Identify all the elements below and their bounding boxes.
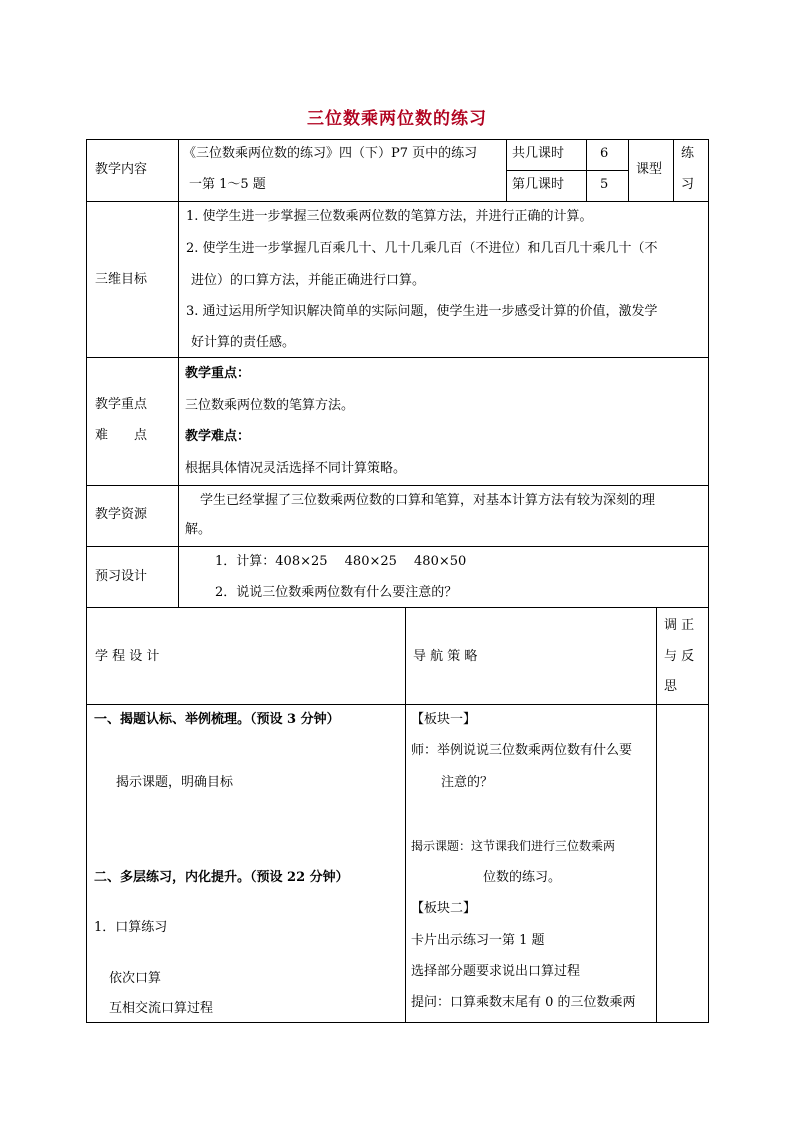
page-title: 三位数乘两位数的练习 [307,109,487,129]
goal-item-3-line1: 3. 通过运用所学知识解决简单的实际问题，使学生进一步感受计算的价值，激发学 [186,304,658,319]
block-2-heading: 【板块二】 [411,901,477,916]
teacher-question-line1: 师：举例说说三位数乘两位数有什么要 [411,743,633,758]
preview-line1: 1．计算：408×25 480×25 480×50 [215,554,467,569]
section-2-sub-2: 互相交流口算过程 [109,1001,214,1016]
resources-line2: 解。 [185,522,212,537]
difficulty-text: 根据具体情况灵活选择不同计算策略。 [185,461,407,476]
row-label-preview: 预习设计 [95,569,148,584]
current-lesson-label: 第几课时 [512,177,565,192]
row-label-difficulty: 难 点 [95,428,148,443]
goal-item-2-line1: 2. 使学生进一步掌握几百乘几十、几十几乘几百（不进位）和几百几十乘几十（不 [186,241,658,256]
process-header-right-3: 思 [664,679,678,694]
row-label-goals: 三维目标 [95,272,148,287]
reveal-topic-line2: 位数的练习。 [483,870,562,885]
process-header-right-2: 与 反 [664,649,695,664]
section-1-heading: 一、揭题认标、举例梳理。（预设 3 分钟） [94,712,340,727]
resources-line1: 学生已经掌握了三位数乘两位数的口算和笔算，对基本计算方法有较为深刻的理 [200,493,656,508]
card-exercise: 卡片出示练习一第 1 题 [411,933,545,948]
goal-item-3-line2: 好计算的责任感。 [191,335,296,350]
total-lessons-label: 共几课时 [512,146,565,161]
process-header-left: 学 程 设 计 [95,649,160,664]
key-point-title: 教学重点： [185,366,251,381]
teacher-question-line2: 注意的？ [441,775,494,790]
row-label-content: 教学内容 [95,162,148,177]
reveal-topic-line1: 揭示课题：这节课我们进行三位数乘两 [411,839,616,853]
row-label-key: 教学重点 [95,397,148,412]
section-2-sub-1: 依次口算 [109,971,162,986]
row-label-resources: 教学资源 [95,507,148,522]
section-2-heading: 二、多层练习，内化提升。（预设 22 分钟） [94,870,349,885]
ask-question: 提问：口算乘数末尾有 0 的三位数乘两 [411,995,636,1010]
section-1-item: 揭示课题，明确目标 [116,775,234,790]
content-text-line2: 一第 1～5 题 [189,177,266,192]
block-1-heading: 【板块一】 [411,712,477,727]
process-header-right-1: 调 正 [664,618,695,633]
key-point-text: 三位数乘两位数的笔算方法。 [185,398,355,413]
difficulty-title: 教学难点： [185,429,251,444]
goal-item-1: 1. 使学生进一步掌握三位数乘两位数的笔算方法，并进行正确的计算。 [186,209,593,224]
total-lessons-value: 6 [600,146,609,161]
content-text-line1: 《三位数乘两位数的练习》四（下）P7 页中的练习 [183,146,478,161]
preview-line2: 2．说说三位数乘两位数有什么要注意的？ [215,585,458,600]
lesson-type-value-1: 练 [681,146,695,161]
lesson-type-label: 课型 [636,162,663,177]
goal-item-2-line2: 进位）的口算方法，并能正确进行口算。 [191,273,426,288]
current-lesson-value: 5 [600,177,609,192]
select-exercise: 选择部分题要求说出口算过程 [411,964,581,979]
lesson-type-value-2: 习 [681,177,695,192]
process-header-mid: 导 航 策 略 [413,649,478,664]
section-2-item: 1．口算练习 [94,920,168,935]
